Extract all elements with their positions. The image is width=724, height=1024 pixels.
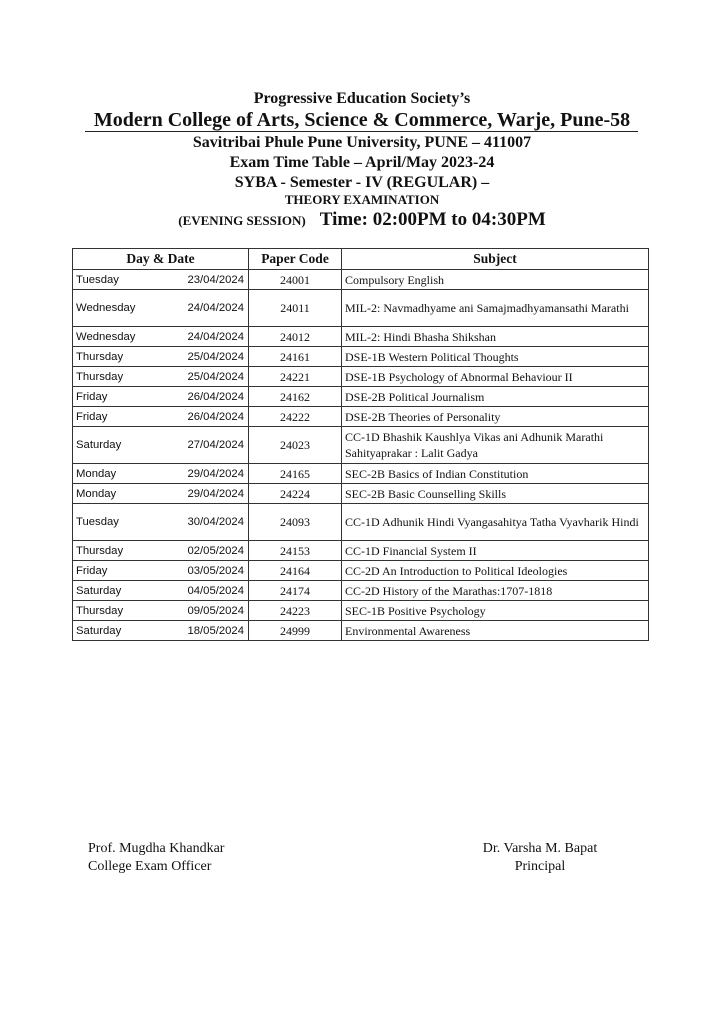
day: Thursday	[76, 370, 124, 383]
society-name: Progressive Education Society’s	[253, 90, 471, 107]
day-date-cell	[73, 347, 249, 367]
date: 03/05/2024	[187, 564, 244, 577]
table-row	[73, 290, 649, 327]
subject: MIL-2: Hindi Bhasha Shikshan	[342, 327, 649, 347]
table-row	[73, 347, 649, 367]
day: Saturday	[76, 584, 122, 597]
day-date-cell	[73, 541, 249, 561]
subject: CC-1D Adhunik Hindi Vyangasahitya Tatha Vyavharik Hindi	[342, 504, 649, 541]
signatory-title: College Exam Officer	[88, 859, 212, 874]
table-row	[73, 270, 649, 290]
subject: CC-1D Financial System II	[342, 541, 649, 561]
paper-code: 24011	[249, 290, 342, 327]
date: 25/04/2024	[187, 370, 244, 383]
paper-code: 24023	[249, 427, 342, 464]
signatory-name: Prof. Mugdha Khandkar	[88, 841, 225, 856]
paper-code: 24223	[249, 601, 342, 621]
table-row	[73, 561, 649, 581]
session-label: (EVENING SESSION)	[178, 213, 306, 228]
table-row	[73, 407, 649, 427]
day-date-cell	[73, 484, 249, 504]
paper-code: 24001	[249, 270, 342, 290]
exam-title: Exam Time Table – April/May 2023-24	[229, 154, 495, 171]
date: 09/05/2024	[187, 604, 244, 617]
paper-code: 24174	[249, 581, 342, 601]
day: Thursday	[76, 604, 124, 617]
date: 04/05/2024	[187, 584, 244, 597]
signatory-title: Principal	[514, 859, 566, 874]
day: Thursday	[76, 544, 124, 557]
date: 24/04/2024	[187, 330, 244, 343]
paper-code: 24161	[249, 347, 342, 367]
day: Monday	[76, 467, 117, 480]
paper-code: 24224	[249, 484, 342, 504]
day-date-cell	[73, 407, 249, 427]
day: Wednesday	[76, 330, 136, 343]
date: 25/04/2024	[187, 350, 244, 363]
subject: DSE-1B Western Political Thoughts	[342, 347, 649, 367]
subject: DSE-2B Theories of Personality	[342, 407, 649, 427]
day-date-cell	[73, 464, 249, 484]
day-date-cell	[73, 387, 249, 407]
day: Tuesday	[76, 273, 119, 286]
class-semester: SYBA - Semester - IV (REGULAR) –	[234, 174, 490, 191]
paper-code: 24221	[249, 367, 342, 387]
paper-code: 24164	[249, 561, 342, 581]
date: 27/04/2024	[187, 439, 244, 451]
date: 26/04/2024	[187, 390, 244, 403]
table-row	[73, 387, 649, 407]
date: 02/05/2024	[187, 544, 244, 557]
table-row	[73, 581, 649, 601]
subject: MIL-2: Navmadhyame ani Samajmadhyamansathi Marathi	[342, 290, 649, 327]
subject: SEC-2B Basic Counselling Skills	[342, 484, 649, 504]
day: Monday	[76, 487, 117, 500]
table-row	[73, 621, 649, 641]
signature-exam-officer	[88, 840, 224, 876]
session-time: Time: 02:00PM to 04:30PM	[319, 209, 546, 230]
day-date-cell	[73, 581, 249, 601]
paper-code: 24222	[249, 407, 342, 427]
signatory-name: Dr. Varsha M. Bapat	[482, 841, 598, 856]
paper-code: 24162	[249, 387, 342, 407]
theory-heading: THEORY EXAMINATION	[284, 192, 440, 207]
column-header-subject: Subject	[342, 249, 649, 270]
table-row	[73, 484, 649, 504]
paper-code: 24093	[249, 504, 342, 541]
paper-code: 24999	[249, 621, 342, 641]
date: 18/05/2024	[187, 624, 244, 637]
day-date-cell	[73, 327, 249, 347]
date: 30/04/2024	[187, 516, 244, 528]
table-row	[73, 504, 649, 541]
date: 29/04/2024	[187, 467, 244, 480]
subject: Environmental Awareness	[342, 621, 649, 641]
college-name: Modern College of Arts, Science & Commerce, Warje, Pune-58	[93, 109, 631, 131]
table-row	[73, 367, 649, 387]
table-row	[73, 427, 649, 464]
day: Friday	[76, 390, 108, 403]
day: Thursday	[76, 350, 124, 363]
subject: CC-2D An Introduction to Political Ideologies	[342, 561, 649, 581]
date: 29/04/2024	[187, 487, 244, 500]
day-date-cell	[73, 504, 249, 541]
subject: CC-1D Bhashik Kaushlya Vikas ani Adhunik Marathi Sahityaprakar : Lalit Gadya	[342, 427, 649, 464]
day-date-cell	[73, 601, 249, 621]
table-row	[73, 541, 649, 561]
subject: SEC-2B Basics of Indian Constitution	[342, 464, 649, 484]
day: Tuesday	[76, 516, 119, 528]
subject: Compulsory English	[342, 270, 649, 290]
subject: SEC-1B Positive Psychology	[342, 601, 649, 621]
day-date-cell	[73, 621, 249, 641]
signature-principal	[470, 840, 610, 876]
day: Wednesday	[76, 302, 136, 314]
date: 26/04/2024	[187, 410, 244, 423]
table-row	[73, 327, 649, 347]
paper-code: 24153	[249, 541, 342, 561]
paper-code: 24165	[249, 464, 342, 484]
date: 24/04/2024	[187, 302, 244, 314]
paper-code: 24012	[249, 327, 342, 347]
day: Saturday	[76, 439, 122, 451]
date: 23/04/2024	[187, 273, 244, 286]
day-date-cell	[73, 367, 249, 387]
table-row	[73, 464, 649, 484]
day: Saturday	[76, 624, 122, 637]
subject: DSE-2B Political Journalism	[342, 387, 649, 407]
table-header-row	[73, 249, 649, 270]
column-header-day-date: Day & Date	[73, 249, 249, 270]
subject: CC-2D History of the Marathas:1707-1818	[342, 581, 649, 601]
day: Friday	[76, 410, 108, 423]
day-date-cell	[73, 270, 249, 290]
subject: DSE-1B Psychology of Abnormal Behaviour II	[342, 367, 649, 387]
session-line	[0, 209, 724, 231]
timetable	[72, 248, 649, 641]
header-divider	[85, 131, 638, 132]
university-name: Savitribai Phule Pune University, PUNE – 411007	[192, 134, 532, 151]
day-date-cell	[73, 427, 249, 464]
day: Friday	[76, 564, 108, 577]
day-date-cell	[73, 561, 249, 581]
day-date-cell	[73, 290, 249, 327]
column-header-paper-code: Paper Code	[249, 249, 342, 270]
table-row	[73, 601, 649, 621]
